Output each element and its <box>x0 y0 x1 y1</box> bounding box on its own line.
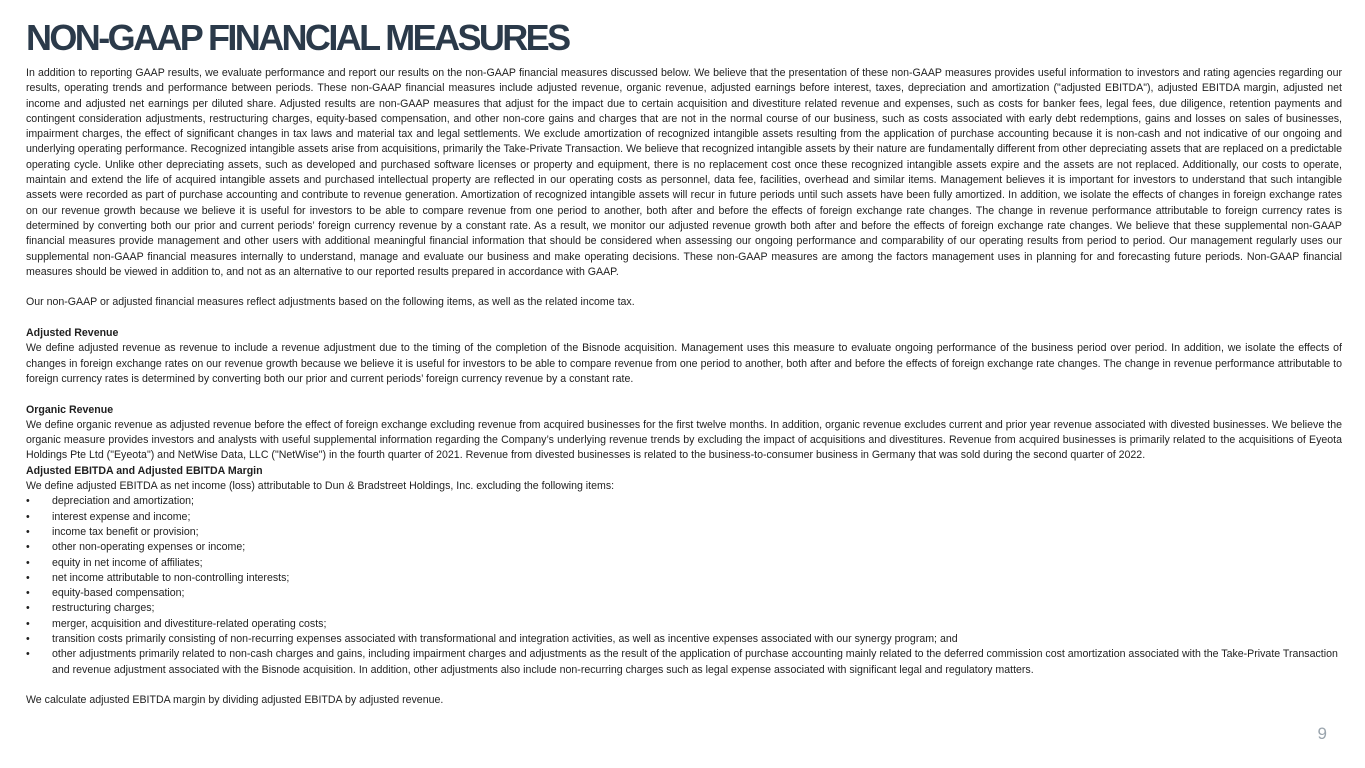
ebitda-exclusions-list <box>26 494 1342 678</box>
bullet-icon: • <box>26 495 30 508</box>
bullet-icon: • <box>26 556 30 569</box>
bullet-icon: • <box>26 632 30 645</box>
bullet-icon: • <box>26 617 30 630</box>
organic-revenue-heading: Organic Revenue <box>26 403 114 416</box>
bullet-icon: • <box>26 571 30 584</box>
list-item: • restructuring charges; <box>26 601 1342 616</box>
body-content <box>26 66 1342 708</box>
bullet-icon: • <box>26 510 30 523</box>
list-item: • net income attributable to non-controlling interests; <box>26 571 1342 586</box>
page-number: 9 <box>1317 724 1327 743</box>
list-item: • depreciation and amortization; <box>26 494 1342 509</box>
margin-note: We calculate adjusted EBITDA margin by dividing adjusted EBITDA by adjusted revenue. <box>26 694 444 707</box>
bullet-icon: • <box>26 602 30 615</box>
list-item: • income tax benefit or provision; <box>26 525 1342 540</box>
list-item: • interest expense and income; <box>26 510 1342 525</box>
list-item: • equity-based compensation; <box>26 586 1342 601</box>
adjusted-revenue-body: We define adjusted revenue as revenue to include a revenue adjustment due to the timing of the completion of the Bisnode acquisition. Management uses this measure to evaluate ongoing performance of the business period over period. In addition, we isolate the effects of changes in foreign exchange rates on our revenue growth because we believe it is useful for investors to be able to compare revenue from one period to another, both after and before the effects of foreign exchange rate changes. The change in revenue performance attributable to foreign currency rates is determined by converting both our prior and current periods’ foreign currency revenue by a constant rate. <box>26 342 1342 385</box>
intro-paragraph: In addition to reporting GAAP results, we evaluate performance and report our results on the non-GAAP financial measures discussed below. We believe that the presentation of these non-GAAP measures provides useful information to investors and rating agencies regarding our results, operating trends and performance between periods. These non-GAAP financial measures include adjusted revenue, organic revenue, adjusted earnings before interest, taxes, depreciation and amortization ("adjusted EBITDA"), adjusted EBITDA margin, adjusted net income and adjusted net earnings per diluted share. Adjusted results are non-GAAP measures that adjust for the impact due to certain acquisition and divestiture related revenue and expenses, such as costs for banker fees, legal fees, due diligence, retention payments and contingent consideration adjustments, restructuring charges, equity-based compensation, and other non-core gains and charges that are not in the normal course of our business, such as costs associated with early debt redemptions, gains and losses on sales of businesses, impairment charges, the effect of significant changes in tax laws and material tax and legal settlements. We exclude amortization of recognized intangible assets resulting from the application of purchase accounting because it is non-cash and not indicative of our ongoing and underlying operating performance. Recognized intangible assets arise from acquisitions, primarily the Take-Private Transaction. We believe that recognized intangible assets by their nature are fundamentally different from other depreciating assets that are replaced on a predictable operating cycle. Unlike other depreciating assets, such as developed and purchased software licenses or property and equipment, there is no replacement cost once these recognized intangible assets expire and the assets are not replaced. Additionally, our costs to operate, maintain and extend the life of acquired intangible assets and purchased intellectual property are reflected in our operating costs as personnel, data fee, facilities, overhead and similar items. Management believes it is important for investors to understand that such intangible assets were recorded as part of purchase accounting and contribute to revenue generation. Amortization of recognized intangible assets will recur in future periods until such assets have been fully amortized. In addition, we isolate the effects of changes in foreign exchange rates on our revenue growth because we believe it is useful for investors to be able to compare revenue from one period to another, both after and before the effects of foreign exchange rate changes. The change in revenue performance attributable to foreign currency rates is determined by converting both our prior and current periods’ foreign currency revenue by a constant rate. As a result, we monitor our adjusted revenue growth both after and before the effects of foreign exchange rate changes. We believe that these supplemental non-GAAP financial measures provide management and other users with additional meaningful financial information that should be considered when assessing our ongoing performance and comparability of our operating results from period to period. Our management regularly uses our supplemental non-GAAP financial measures internally to understand, manage and evaluate our business and make operating decisions. These non-GAAP measures are among the factors management uses in planning for and forecasting future periods. Non-GAAP financial measures should be viewed in addition to, and not as an alternative to our reported results prepared in accordance with GAAP. <box>26 67 1342 278</box>
bullet-icon: • <box>26 587 30 600</box>
page-title: NON-GAAP FINANCIAL MEASURES <box>26 17 569 58</box>
organic-revenue-body: We define organic revenue as adjusted revenue before the effect of foreign exchange excluding revenue from acquired businesses for the first twelve months. In addition, organic revenue excludes current and prior year revenue associated with divested businesses. We believe the organic measure provides investors and analysts with useful supplemental information regarding the Company’s underlying revenue trends by excluding the impact of acquisitions and divestitures. Revenue from acquired businesses is primarily related to the acquisitions of Eyeota Holdings Pte Ltd ("Eyeota") and NetWise Data, LLC ("NetWise") in the fourth quarter of 2021. Revenue from divested businesses is related to the business-to-consumer business in Germany that was sold during the second quarter of 2022. <box>26 418 1342 462</box>
adjusted-ebitda-body: We define adjusted EBITDA as net income (loss) attributable to Dun & Bradstreet Holdings, Inc. excluding the following items: <box>26 480 615 493</box>
bullet-icon: • <box>26 541 30 554</box>
list-item: • transition costs primarily consisting of non-recurring expenses associated with transformational and integration activities, as well as incentive expenses associated with our synergy program; and <box>26 632 1342 647</box>
list-item: • equity in net income of affiliates; <box>26 556 1342 571</box>
adjusted-revenue-heading: Adjusted Revenue <box>26 327 119 340</box>
list-item: • merger, acquisition and divestiture-related operating costs; <box>26 617 1342 632</box>
bullet-icon: • <box>26 525 30 538</box>
bullet-icon: • <box>26 648 30 661</box>
list-item: • other adjustments primarily related to non-cash charges and gains, including impairment charges and adjustments as the result of the application of purchase accounting mainly related to the deferred commission cost amortization associated with the Take-Private Transaction and revenue adjustment associated with the Bisnode acquisition. In addition, other adjustments also include non-recurring charges such as legal expense associated with significant legal and regulatory matters. <box>26 648 1338 676</box>
adjustments-intro: Our non-GAAP or adjusted financial measures reflect adjustments based on the following items, as well as the related income tax. <box>26 296 635 309</box>
list-item: • other non-operating expenses or income; <box>26 540 1342 555</box>
adjusted-ebitda-heading: Adjusted EBITDA and Adjusted EBITDA Margin <box>26 464 263 477</box>
